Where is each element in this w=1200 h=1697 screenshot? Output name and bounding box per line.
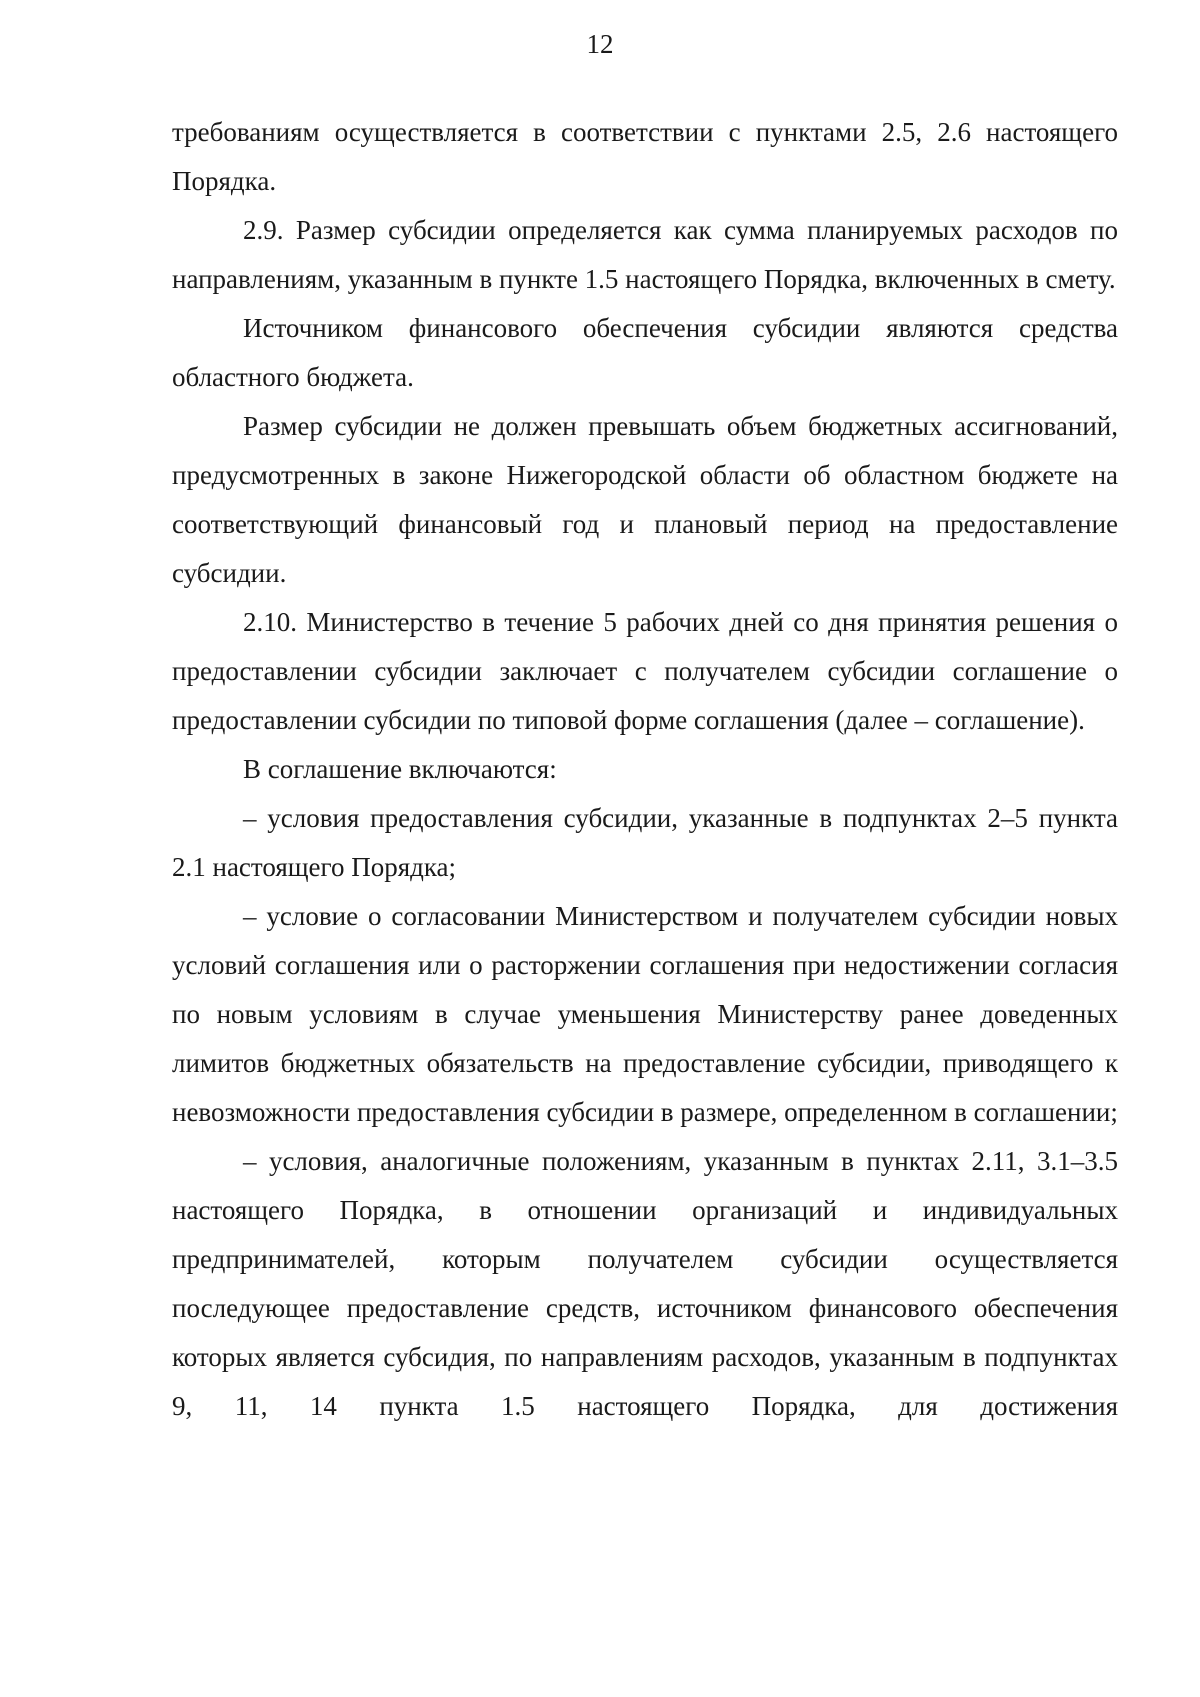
paragraph-subsidy-limit: Размер субсидии не должен превышать объем бюджетных ассигнований, предусмотренных в законе Нижегородской области об областном бюджете на соответствующий финансовый год и плановый период на предоставление субсидии.: [172, 411, 1118, 588]
list-item-approval-condition: – условие о согласовании Министерством и получателем субсидии новых условий соглашения или о расторжении соглашения при недостижении согласия по новым условиям в случае уменьшения Министерству ранее доведенных лимитов бюджетных обязательств на предоставление субсидии, приводящего к невозможности предоставления субсидии в размере, определенном в соглашении;: [172, 901, 1118, 1127]
paragraph-2-10: 2.10. Министерство в течение 5 рабочих дней со дня принятия решения о предоставлении субсидии заключает с получателем субсидии соглашение о предоставлении субсидии по типовой форме соглашения (далее – соглашение).: [172, 607, 1118, 735]
paragraph-continuation: требованиям осуществляется в соответствии с пунктами 2.5, 2.6 настоящего Порядка.: [172, 117, 1118, 196]
paragraph-agreement-includes: В соглашение включаются:: [243, 754, 557, 784]
document-body: [172, 108, 1118, 1431]
list-item-conditions: – условия предоставления субсидии, указанные в подпунктах 2–5 пункта 2.1 настоящего Порядка;: [172, 803, 1118, 882]
page-number: 12: [586, 29, 614, 59]
paragraph-2-9: 2.9. Размер субсидии определяется как сумма планируемых расходов по направлениям, указанным в пункте 1.5 настоящего Порядка, включенных в смету.: [172, 215, 1118, 294]
list-item-analogous-conditions: – условия, аналогичные положениям, указанным в пунктах 2.11, 3.1–3.5 настоящего Порядка, в отношении организаций и индивидуальных предпринимателей, которым получателем субсидии осуществляется последующее предоставление средств, источником финансового обеспечения которых является субсидия, по направлениям расходов, указанным в подпунктах 9, 11, 14 пункта 1.5 настоящего Порядка, для достижения: [172, 1146, 1118, 1421]
paragraph-funding-source: Источником финансового обеспечения субсидии являются средства областного бюджета.: [172, 313, 1118, 392]
